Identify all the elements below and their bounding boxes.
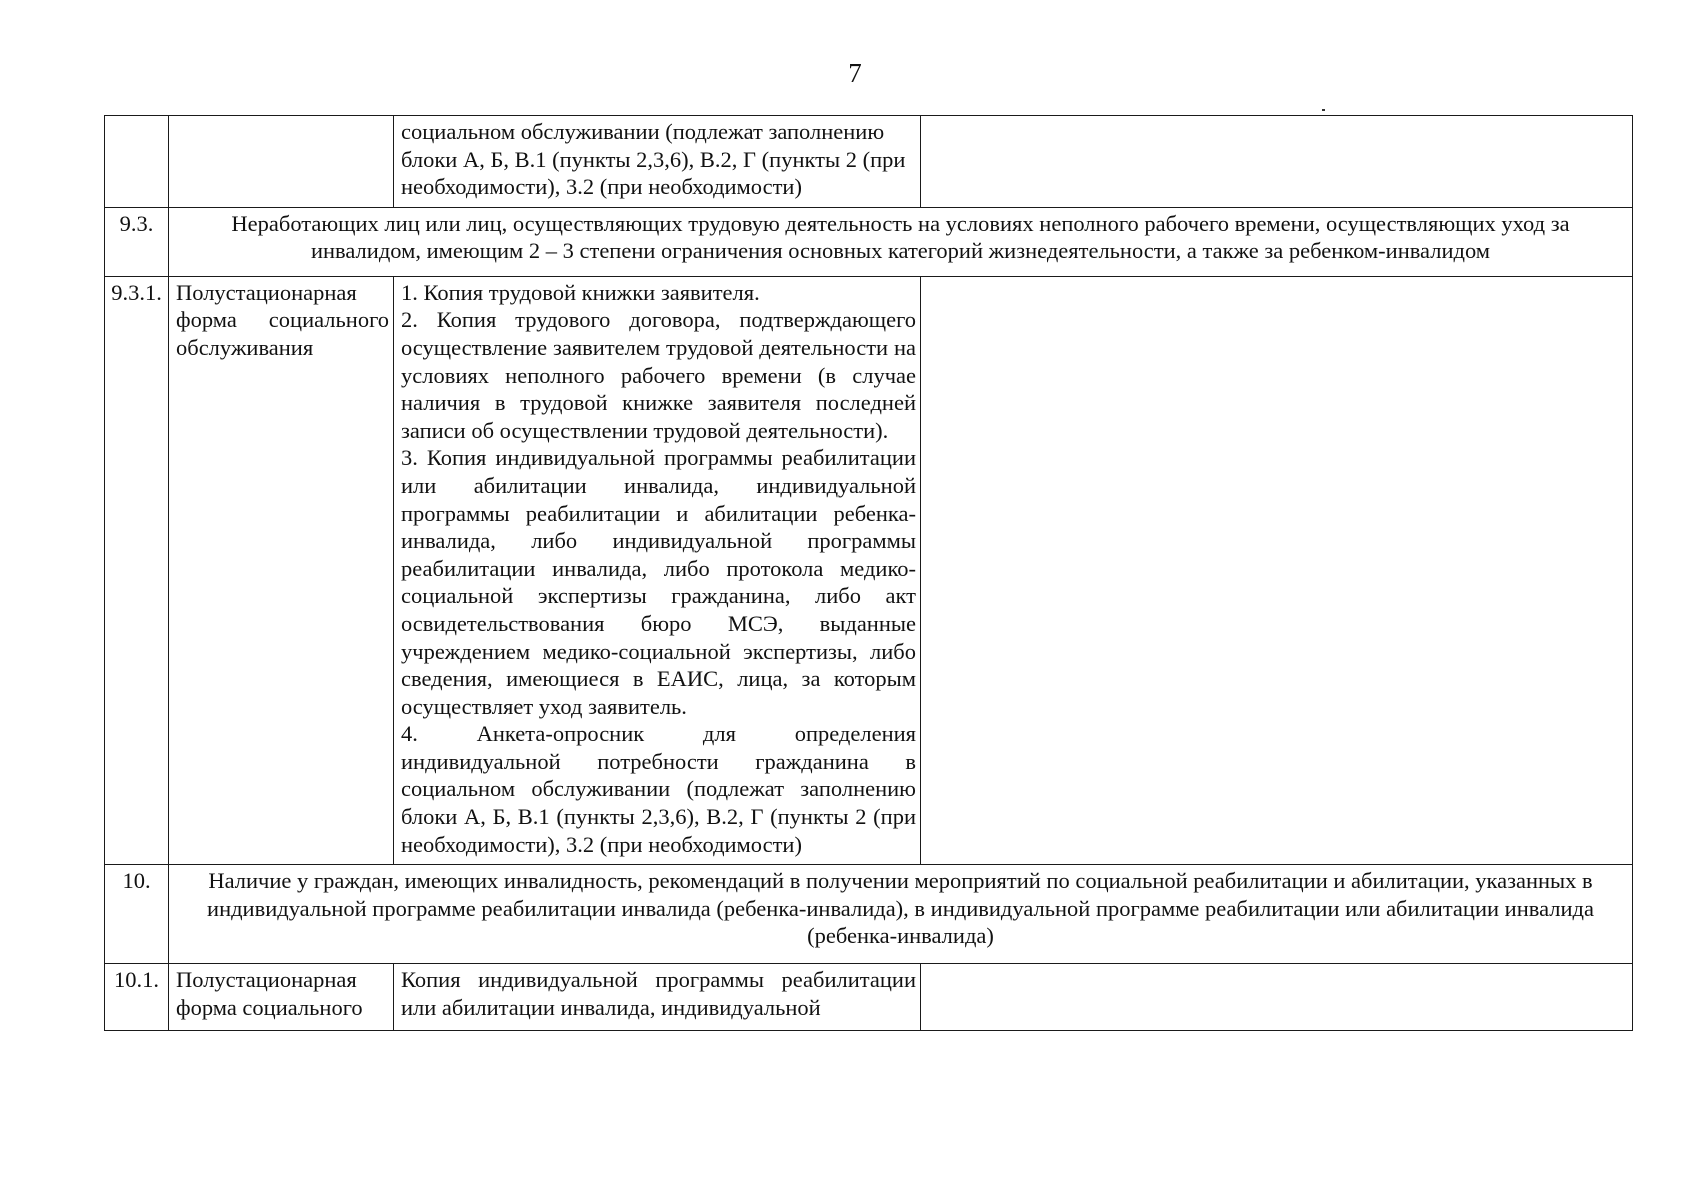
service-form-cell: Полустационарная форма социального обслуживания (169, 276, 394, 864)
section-heading: Неработающих лиц или лиц, осуществляющих трудовую деятельность на условиях неполного рабочего времени, осуществляющих уход за инвалидом, имеющим 2 – 3 степени ограничения основных категорий жизнедеятельности, а также за ребенком-инвалидом (169, 207, 1633, 276)
table-row-section-9-3 (105, 207, 1633, 276)
notes-cell (921, 964, 1633, 1031)
table-row-section-10 (105, 865, 1633, 964)
service-form-cell: Полустационарная форма социального (169, 964, 394, 1031)
row-number: 9.3.1. (105, 276, 169, 864)
documents-cell (394, 116, 921, 208)
document-item: 3. Копия индивидуальной программы реабилитации или абилитации инвалида, индивидуальной программы реабилитации и абилитации ребенка-инвалида, либо индивидуальной программы реабилитации инвалида, либо протокола медико-социальной экспертизы гражданина, либо акт освидетельствования бюро МСЭ, выданные учреждением медико-социальной экспертизы, либо сведения, имеющиеся в ЕАИС, лица, за которым осуществляет уход заявитель. (401, 445, 916, 719)
page-number: 7 (848, 58, 862, 88)
documents-line: необходимости), 3.2 (при необходимости) (401, 174, 802, 200)
document-item: 1. Копия трудовой книжки заявителя. (401, 279, 760, 305)
table-row-9-3-1 (105, 276, 1633, 864)
documents-line: социальном обслуживании (подлежат заполнению (401, 119, 885, 144)
documents-line: блоки А, Б, В.1 (пункты 2,3,6), В.2, Г (пункты 2 (при (401, 146, 906, 172)
section-heading: Наличие у граждан, имеющих инвалидность, рекомендаций в получении мероприятий по социальной реабилитации и абилитации, указанных в индивидуальной программе реабилитации инвалида (ребенка-инвалида), в индивидуальной программе реабилитации или абилитации инвалида (ребенка-инвалида) (169, 865, 1633, 964)
documents-cell (394, 276, 921, 864)
table-row-10-1 (105, 964, 1633, 1031)
scan-speck (1322, 109, 1325, 111)
notes-cell (921, 116, 1633, 208)
notes-cell (921, 276, 1633, 864)
section-number: 9.3. (105, 207, 169, 276)
number-cell (105, 116, 169, 208)
form-cell (169, 116, 394, 208)
table-row-continuation (105, 116, 1633, 208)
row-number: 10.1. (105, 964, 169, 1031)
document-item: 4. Анкета-опросник для определения индивидуальной потребности гражданина в социальном обслуживании (подлежат заполнению блоки А, Б, В.1 (пункты 2,3,6), В.2, Г (пункты 2 (при необходимости), 3.2 (при необходимости) (401, 721, 916, 857)
document-item: 2. Копия трудового договора, подтверждающего осуществление заявителем трудовой деятельности на условиях неполного рабочего времени (в случае наличия в трудовой книжке заявителя последней записи об осуществлении трудовой деятельности). (401, 307, 916, 443)
documents-cell: Копия индивидуальной программы реабилитации или абилитации инвалида, индивидуальной (394, 964, 921, 1031)
section-number: 10. (105, 865, 169, 964)
document-table (104, 115, 1633, 1031)
